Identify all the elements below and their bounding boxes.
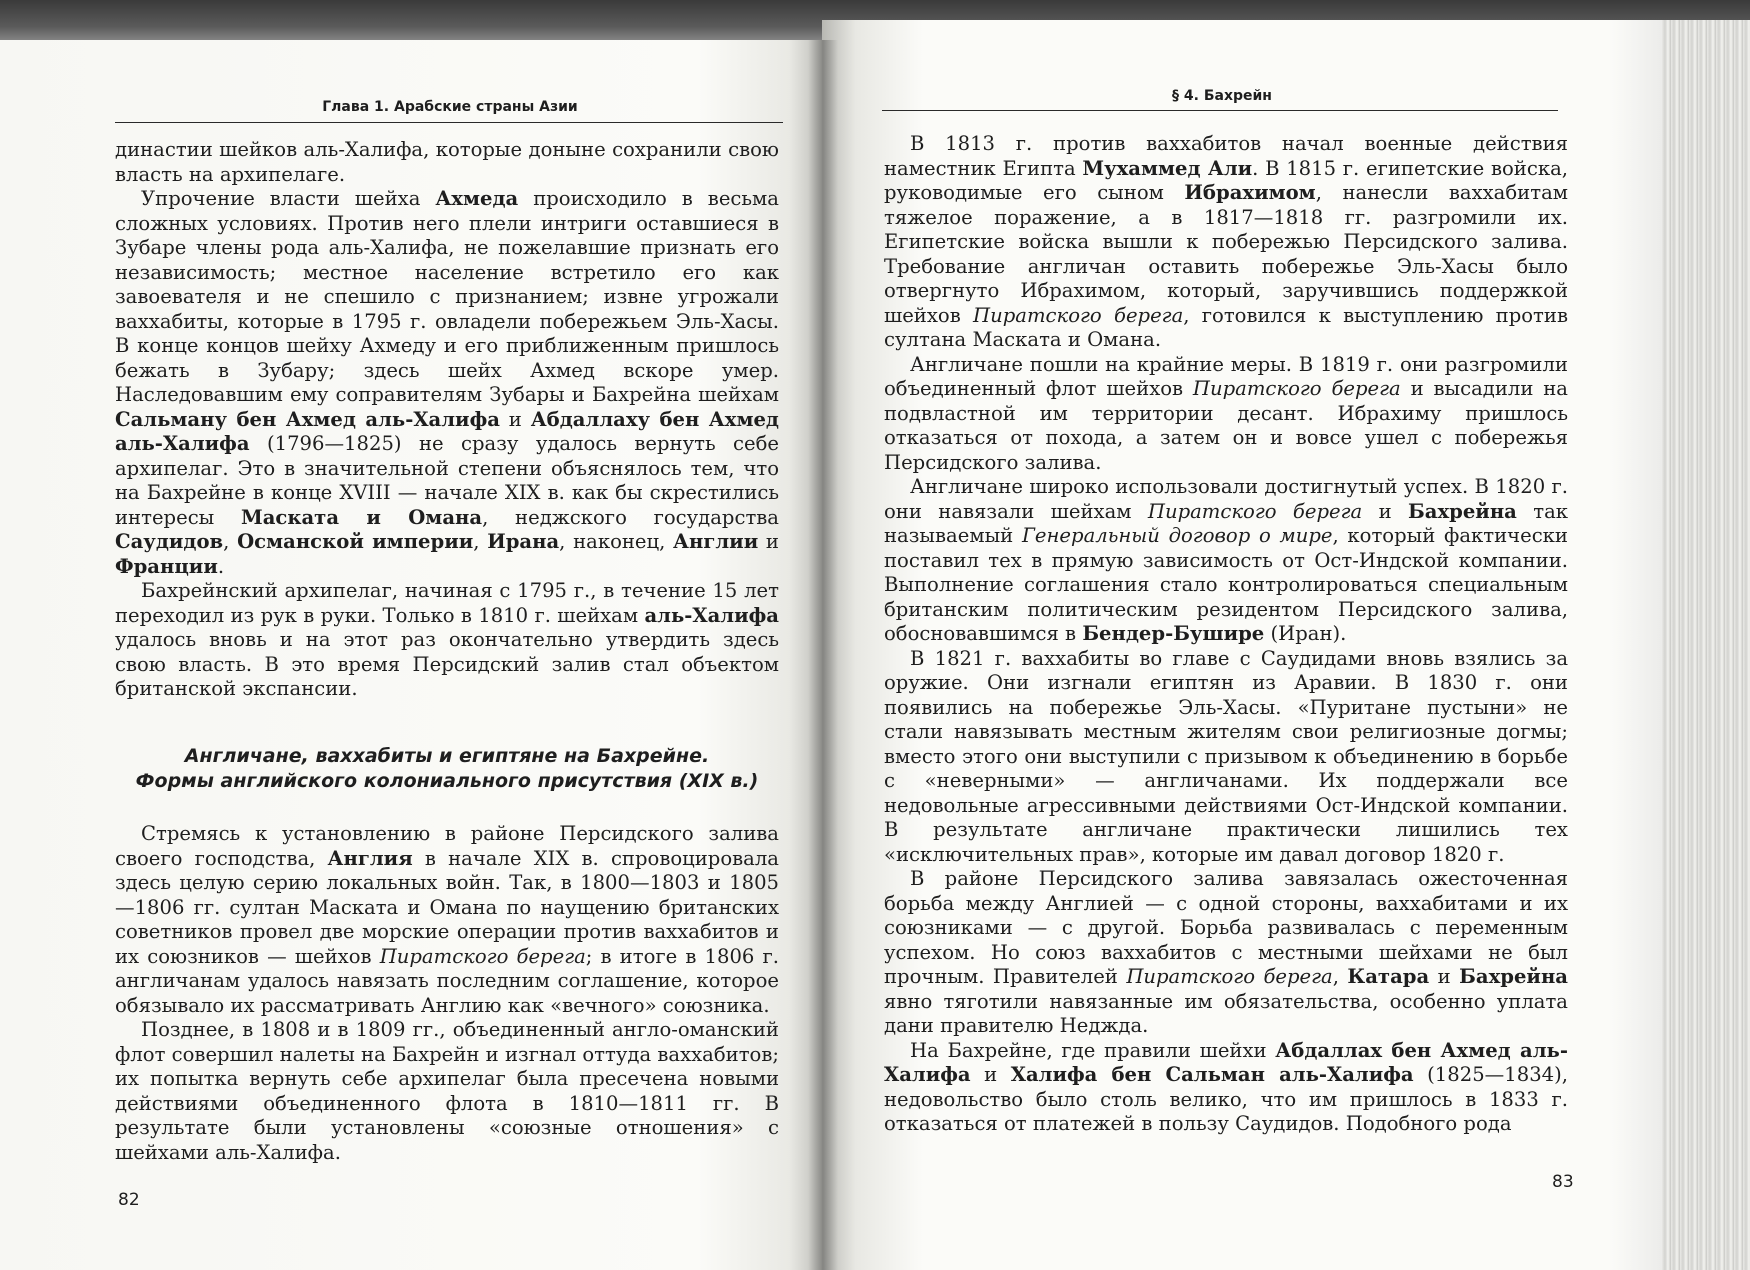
bold-term: Англия [327,846,413,870]
italic-term: Пиратского берега [973,303,1184,327]
text-run: На Бахрейне, где правили шейхи [910,1038,1276,1062]
bold-term: аль-Халифа [644,603,779,627]
text-run: удалось вновь и на этот раз окончательно утвердить здесь свою власть. В это время Персидский залив стал объектом британской экспансии. [115,628,779,700]
text-run: , [223,530,238,553]
bold-term: Катара [1347,965,1430,988]
bold-term: Абдаллаху бен Ахмед аль-Халифа [115,407,779,455]
text-run: и [1362,499,1408,523]
right-header-rule [882,110,1558,111]
section-title-line-1: Англичане, ваххабиты и египтяне на Бахрейне. [184,745,710,767]
italic-term: Пиратского берега [1126,965,1333,988]
right-page-number: 83 [1552,1172,1574,1192]
right-paragraph [884,132,1568,353]
text-run: В 1821 г. ваххабиты во главе с Саудидами вновь взялись за оружие. Они изгнали египтян из Аравии. В 1830 г. они появились на побережье Эль-Хасы. «Пуритане пустыни» не стали навязывать местным жителям свои религиозные догмы; вместо этого они выступили с призывом к объединению в борьбе с «неверными» — англичанами. Их поддержали все недовольные агрессивными действиями Ост-Индской компании. В результате англичане практически лишились тех «исключительных прав», которые им давал договор 1820 г. [884,646,1568,866]
bold-term: Англии [673,530,759,553]
right-paragraph [884,647,1568,868]
text-run: Позднее, в 1808 и в 1809 гг., объединенный англо-оманский флот совершил налеты на Бахрейн и изгнал оттуда ваххабитов; их попытка вернуть себе архипелаг была пресечена новыми действиями объединенного флота в 1810—1811 гг. В результате были установлены «союзные отношения» с шейхами аль-Халифа. [115,1018,779,1164]
right-paragraph [884,353,1568,476]
bold-term: Маската и Омана [241,505,483,529]
bold-term: Османской империи [237,530,474,553]
text-run: В 1813 г. против ваххабитов начал военные действия наместник Египта [884,132,1568,180]
right-paragraph [884,867,1568,1039]
bold-term: Бахрейна [1408,499,1517,523]
text-run: , который фактически поставил тех в прямую зависимость от Ост-Индской компании. Выполнение соглашения стало контролироваться специальным британским политическим резидентом Персидского залива, обосновавшимся в [884,524,1568,645]
text-run: (1825—1834), недовольство было столь велико, что им пришлось в 1833 г. отказаться от платежей в пользу Саудидов. Подобного рода [884,1063,1568,1135]
italic-term: Пиратского берега [379,944,586,968]
left-body-top [115,138,779,702]
text-run: Упрочение власти шейха [141,187,436,210]
section-title [108,744,786,794]
right-page [822,20,1662,1270]
text-run: династии шейков аль-Халифа, которые доныне сохранили свою власть на архипелаге. [115,138,779,186]
italic-term: Пиратского берега [1147,499,1363,523]
text-run: , [473,530,488,553]
bold-term: Франции [115,554,218,578]
text-run: В районе Персидского залива завязалась ожесточенная борьба между Англией — с одной стороны, ваххабитами и их союзниками — с другой. Борьба развивалась с переменным успехом. Но союз ваххабитов с местными шейхами не был прочным. Правителей [884,867,1568,988]
left-page-number: 82 [118,1190,140,1210]
bold-term: Ибрахимом [1184,181,1316,204]
bold-term: Мухаммед Али [1082,156,1253,180]
bold-term: Сальману бен Ахмед аль-Халифа [115,407,500,431]
right-body [884,132,1568,1137]
bold-term: Бахрейна [1459,965,1568,988]
left-top-paragraph [115,138,779,187]
bold-term: Халифа бен Сальман аль-Халифа [1010,1063,1414,1086]
book-gutter-shadow [808,40,838,1270]
text-run: Бахрейнский архипелаг, начиная с 1795 г., в течение 15 лет переходил из рук в руки. Только в 1810 г. шейхам [115,579,779,627]
right-paragraph [884,475,1568,647]
left-top-paragraph [115,187,779,579]
text-run: в начале XIX в. спровоцировала здесь целую серию локальных войн. Так, в 1800—1803 и 1805—1806 гг. султан Маската и Омана по наущению британских советников провел две морские операции против ваххабитов и их союзников — шейхов [115,846,779,968]
left-page [0,40,822,1270]
text-run: и [1429,965,1460,988]
right-paragraph [884,1039,1568,1137]
bold-term: Саудидов [115,530,224,553]
text-run: , неджского государства [482,505,779,529]
page-stack-edge [1662,20,1750,1270]
left-header-rule [115,122,783,123]
text-run: происходило в весьма сложных условиях. Против него плели интриги оставшиеся в Зубаре члены рода аль-Халифа, не пожелавшие признать его независимость; местное население встретило его как завоевателя и не спешило с признанием; извне угрожали ваххабиты, которые в 1795 г. овладели побережьем Эль-Хасы. В конце концов шейху Ахмеду и его приближенным пришлось бежать в Зубару; здесь шейх Ахмед вскоре умер. Наследовавшим ему соправителям Зубары и Бахрейна шейхам [115,187,779,406]
text-run: , готовился к выступлению против султана Маската и Омана. [884,303,1568,351]
text-run: . В 1815 г. египетские войска, руководимые его сыном [884,156,1568,204]
left-bottom-paragraph [115,1018,779,1165]
italic-term: Генеральный договор о мире [1021,524,1333,547]
left-running-head: Глава 1. Арабские страны Азии [322,99,578,115]
text-run: , наконец, [559,530,674,553]
text-run: ; в итоге в 1806 г. англичанам удалось навязать последним соглашение, которое обязывало их рассматривать Англию как «вечного» союзника. [115,944,780,1017]
left-top-paragraph [115,579,779,702]
text-run: (1796—1825) не сразу удалось вернуть себе архипелаг. Это в значительной степени объяснялось тем, что на Бахрейне в конце XVIII — начале XIX в. как бы скрестились интересы [115,432,779,529]
left-body-bottom [115,822,779,1165]
bold-term: Бендер-Бушире [1082,622,1265,645]
bold-term: Ирана [487,530,560,553]
bold-term: Ахмеда [435,187,519,210]
text-run: . [217,554,225,578]
text-run: Англичане широко использовали достигнутый успех. В 1820 г. они навязали шейхам [884,475,1568,523]
text-run: , нанесли ваххабитам тяжелое поражение, а в 1817—1818 гг. разгромили их. Египетские войска вышли к побережью Персидского залива. Требование англичан оставить побережье Эль-Хасы было отвергнуто Ибрахимом, который, заручившись поддержкой шейхов [884,181,1568,327]
right-running-head: § 4. Бахрейн [1172,88,1272,104]
bold-term: Абдаллах бен Ахмед аль-Халифа [884,1038,1568,1086]
text-run: Англичане пошли на крайние меры. В 1819 г. они разгромили объединенный флот шейхов [884,352,1568,400]
text-run: (Иран). [1264,622,1347,645]
text-run: так называемый [884,499,1568,547]
text-run: и высадили на подвластной им территории десант. Ибрахиму пришлось отказаться от похода, а затем он и вовсе ушел с побережья Персидского залива. [884,377,1568,474]
italic-term: Пиратского берега [1192,377,1401,400]
text-run: и [499,407,531,431]
text-run: и [970,1063,1011,1086]
section-title-line-2: Формы английского колониального присутствия (XIX в.) [135,770,759,792]
text-run: , [1332,965,1348,988]
text-run: явно тяготили навязанные им обязательства, особенно уплата дани правителю Неджда. [884,989,1568,1037]
left-bottom-paragraph [115,822,779,1018]
text-run: Стремясь к установлению в районе Персидского залива своего господства, [115,822,779,870]
text-run: и [758,530,779,553]
